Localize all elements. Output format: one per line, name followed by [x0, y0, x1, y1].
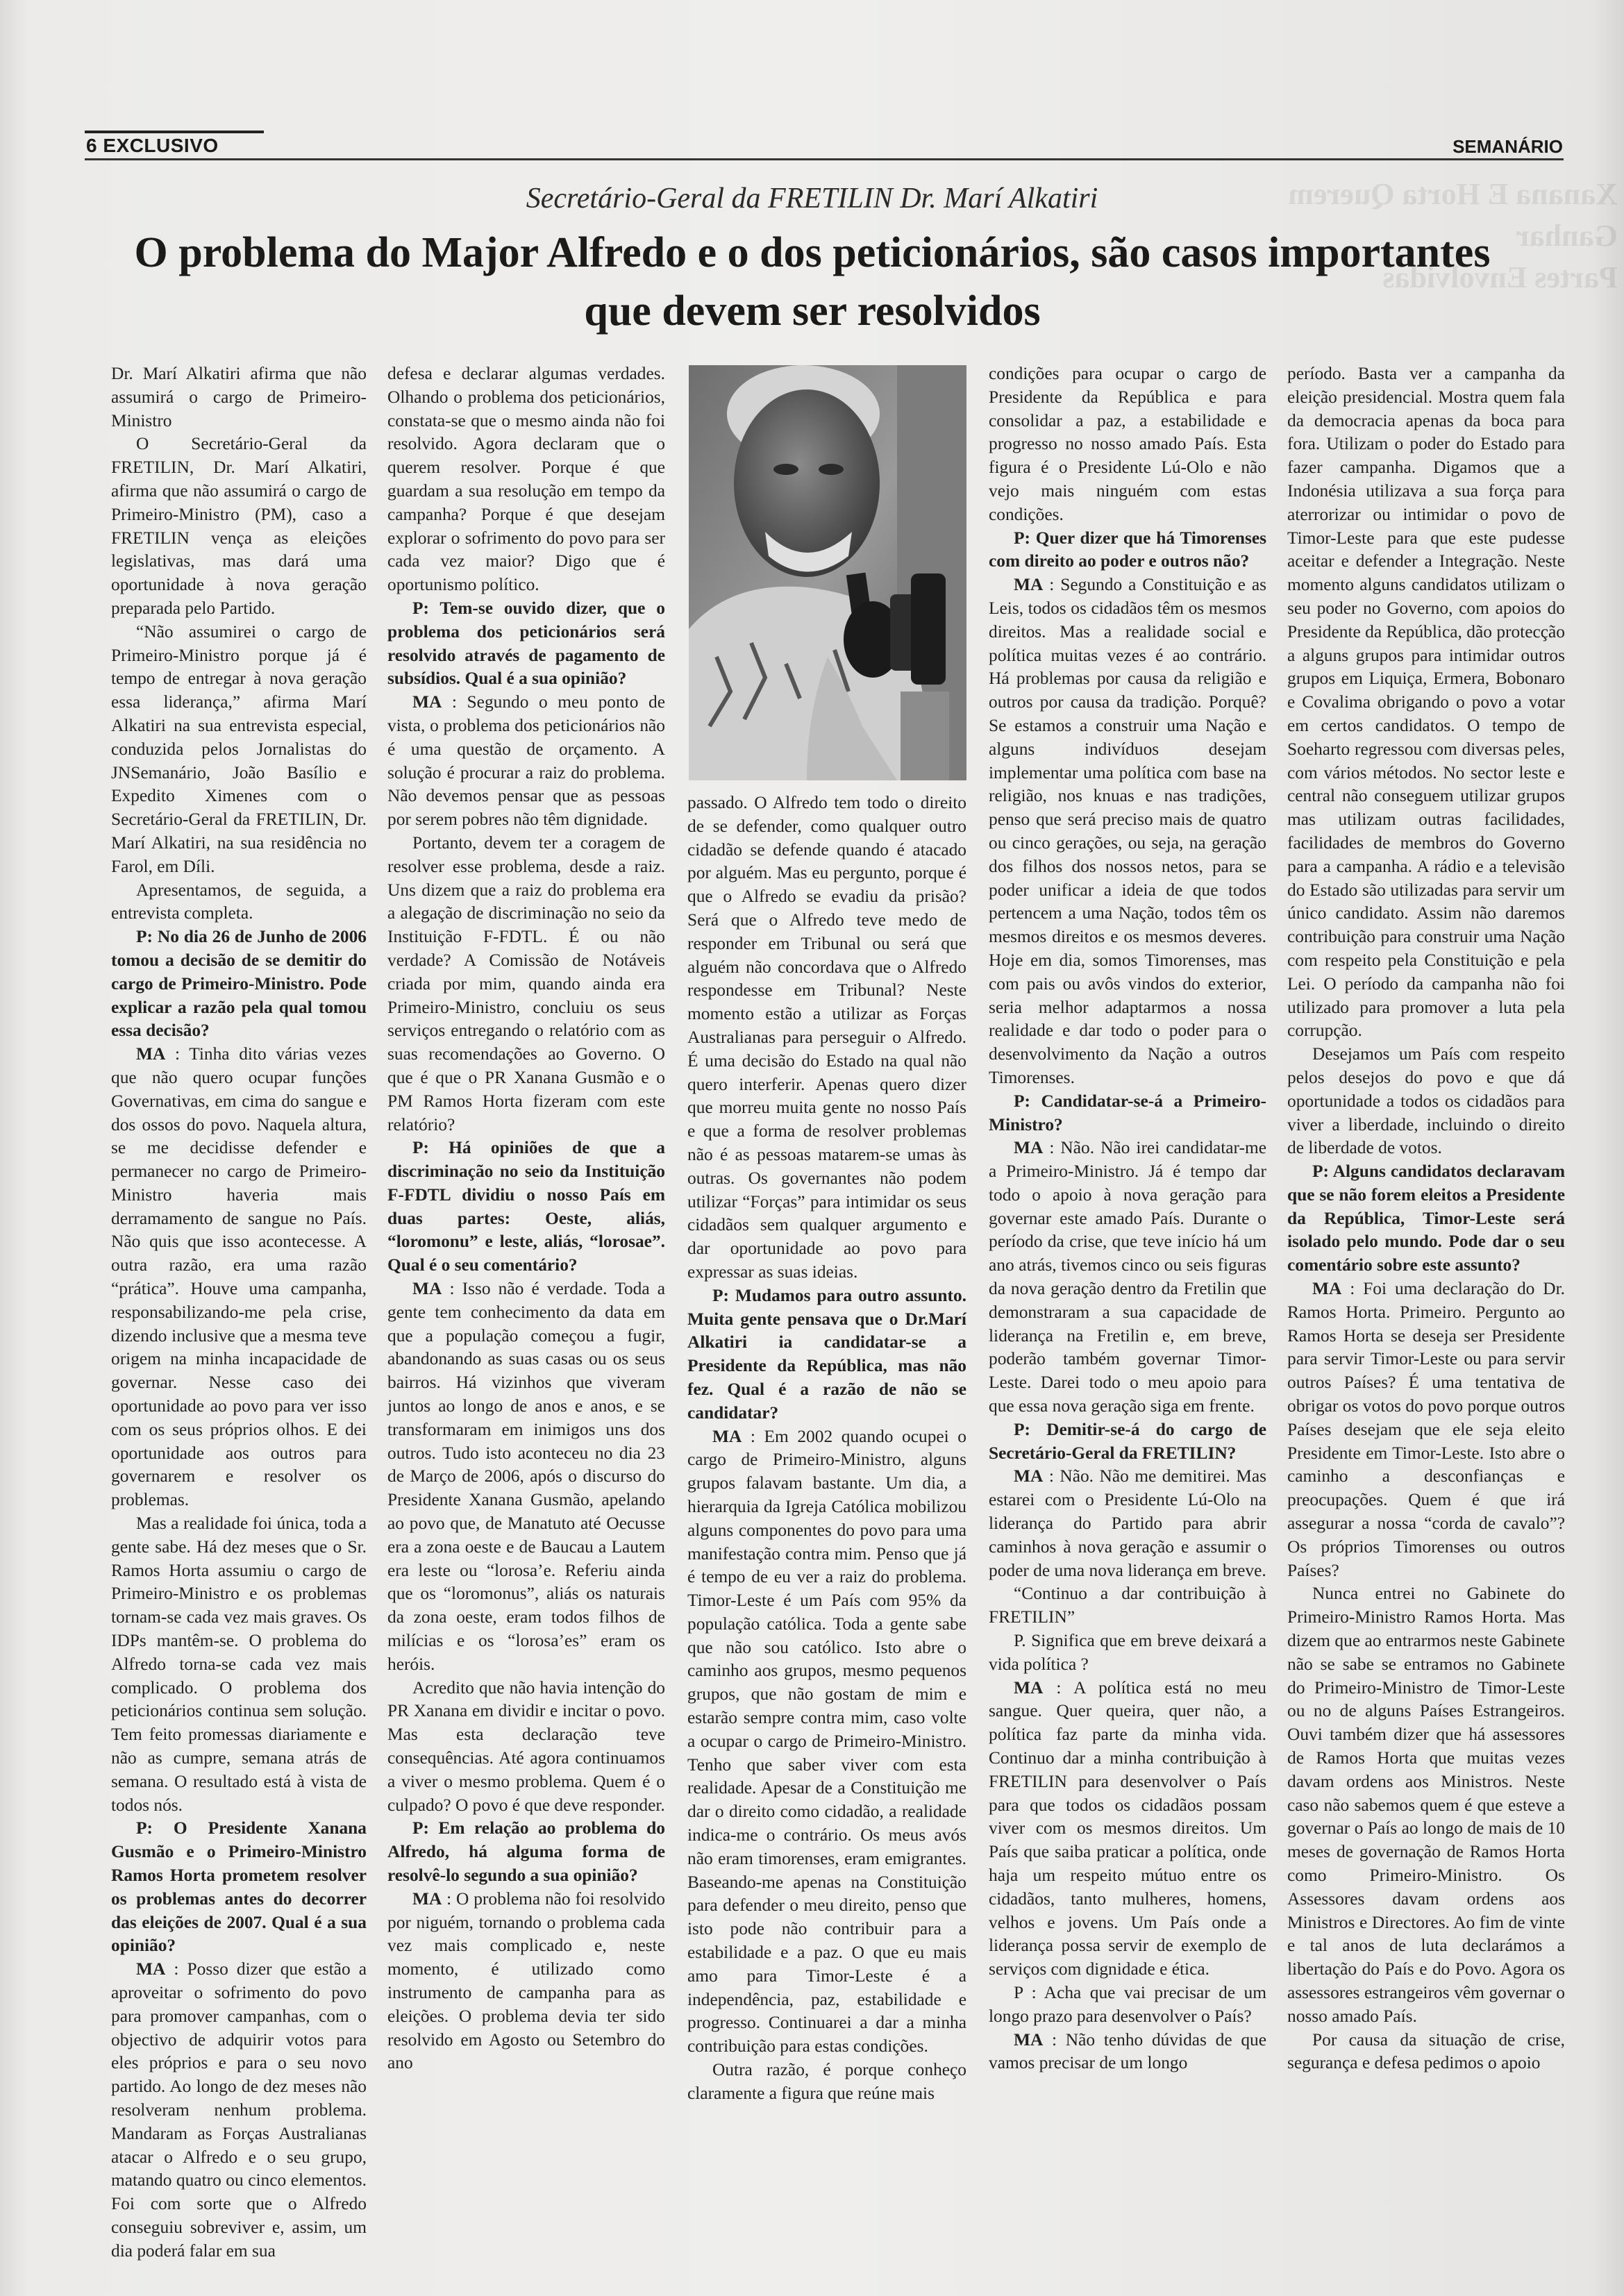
bleed-through-text: Xanana E Horta Querem Ganhar Partes Envolvidas [1288, 177, 1618, 294]
article-column-4 [989, 362, 1266, 2075]
body-paragraph: Nunca entrei no Gabinete do Primeiro-Ministro Ramos Horta. Mas dizem que ao entrarmos neste Gabinete não se sabe se entramos no Gabinete do Primeiro-Ministro de Timor-Leste ou no de alguns Países Estrangeiros. Ouvi também dizer que há assessores de Ramos Horta que muitas vezes davam ordens aos Ministros. Neste caso não sabemos quem é que esteve a governar o País ao longo de mais de 10 meses de governação de Ramos Horta como Primeiro-Ministro. Os Assessores davam ordens aos Ministros e Directores. Ao fim de vinte e tal anos de luta declarámos a libertação do País e do Povo. Agora os assessores estrangeiros vêm governar o nosso amado País. [1287, 1584, 1565, 2026]
answer-text: : Tinha dito várias vezes que não quero ocupar funções Governativas, em cima do sangue e dos ossos do povo. Naquela altura, se me decidisse defender e permanecer no cargo de Primeiro-Ministro haveria mais derramamento de sangue no País. Não quis que isso acontecesse. A outra razão, era uma razão “prática”. Houve uma campanha, responsabilizando-me pela crise, dizendo inclusive que a mesma teve origem na minha incapacidade de governar. Nesse caso dei oportunidade ao povo para ver isso com os seus próprios olhos. E dei oportunidade aos outros para governarem e resolver os problemas. [111, 1044, 367, 1510]
interview-answer [387, 691, 665, 832]
speaker-label: MA [412, 1279, 442, 1299]
body-paragraph: condições para ocupar o cargo de Presidente da República e para consolidar a paz, a estabilidade e progresso no nosso amado País. Esta figura é o Presidente Lú-Olo e não vejo mais ninguém com estas condições. [989, 364, 1266, 524]
interview-question: P: Tem-se ouvido dizer, que o problema dos peticionários será resolvido através de pagamento de subsídios. Qual é a sua opinião? [387, 598, 665, 689]
interview-answer [687, 1425, 966, 2059]
interview-answer [111, 1958, 367, 2263]
lead-paragraph: Dr. Marí Alkatiri afirma que não assumirá o cargo de Primeiro-Ministro [111, 364, 367, 430]
speaker-label: MA [712, 1426, 742, 1446]
speaker-label: MA [412, 692, 442, 712]
article-column-5 [1287, 362, 1565, 2075]
body-paragraph: “Não assumirei o cargo de Primeiro-Ministro porque já é tempo de entregar à nova geração essa liderança,” afirma Marí Alkatiri na sua entrevista especial, conduzida pelos Jornalistas do JNSemanário, João Basílio e Expedito Ximenes com o Secretário-Geral da FRETILIN, Dr. Marí Alkatiri, na sua residência no Farol, em Díli. [111, 621, 367, 876]
speaker-label: MA [136, 1959, 166, 1979]
answer-text: : Foi uma declaração do Dr. Ramos Horta. Primeiro. Pergunto ao Ramos Horta se deseja ser Presidente para servir Timor-Leste ou para servir outros Países? É uma tentativa de obrigar os votos do povo porque outros Países desejam que ele seja eleito Presidente em Timor-Leste. Isto abre o caminho a desconfianças e preocupações. Quem é que irá assegurar a nossa “corda de cavalo”? Os próprios Timorenses ou outros Países? [1287, 1279, 1565, 1580]
article-column-2 [387, 362, 665, 2075]
speaker-label: MA [1014, 1138, 1044, 1158]
interview-answer [989, 1465, 1266, 1582]
interview-question: P: Mudamos para outro assunto. Muita gente pensava que o Dr.Marí Alkatiri ia candidatar-se a Presidente da República, mas não fez. Qual é a razão de não se candidatar? [687, 1285, 966, 1423]
answer-text: : Segundo a Constituição e as Leis, todos os cidadãos têm os mesmos direitos. Mas a realidade social e política muitas vezes é ao contrário. Há problemas por causa da religião e outros por causa da tradição. Porquê? Se estamos a construir uma Nação e alguns indivíduos desejam implementar uma política com base na religião, nos knuas e nas tradições, penso que será preciso mais de quatro ou cinco gerações, ou seja, na geração dos filhos dos nossos netos, para se poder unificar a ideia de que todos pertencem a uma Nação, todos têm os mesmos direitos e os mesmos deveres. Hoje em dia, somos Timorenses, mas com pais ou avôs vindos do exterior, seria melhor adaptarmos a nossa realidade e dar todo o poder para o desenvolvimento da Nação a outros Timorenses. [989, 575, 1266, 1087]
interview-answer [387, 1888, 665, 2075]
interview-answer [111, 1043, 367, 1512]
body-paragraph: Acredito que não havia intenção do PR Xanana em dividir e incitar o povo. Mas esta declaração teve consequências. Até agora continuamos a viver o mesmo problema. Quem é o culpado? O povo é que deve responder. [387, 1677, 665, 1815]
speaker-label: MA [136, 1044, 166, 1064]
answer-text: : Isso não é verdade. Toda a gente tem conhecimento da data em que a população começou a fugir, abandonando as suas casas ou os seus bairros. Há vizinhos que viveram juntos ao longo de anos e anos, e se transformaram em inimigos uns dos outros. Tudo isto aconteceu no dia 23 de Março de 2006, após o discurso do Presidente Xanana Gusmão, apelando ao povo que, de Manatuto até Oecusse era a zona oeste e de Baucau a Lautem era leste ou “lorosa’e. Referiu ainda que os “loromonus”, aliás os naturais da zona oeste, eram todos filhos de milícias e os “lorosa’es” eram os heróis. [387, 1279, 665, 1674]
interview-question: P: No dia 26 de Junho de 2006 tomou a decisão de se demitir do cargo de Primeiro-Ministro. Pode explicar a razão pela qual tomou essa decisão? [111, 927, 367, 1041]
speaker-label: MA [1014, 575, 1044, 595]
article-headline: O problema do Major Alfredo e o dos peticionários, são casos importantes que devem ser resolvidos [134, 229, 1491, 335]
speaker-label: MA [1014, 1466, 1044, 1486]
interview-question: P: Demitir-se-á do cargo de Secretário-Geral da FRETILIN? [989, 1419, 1266, 1463]
speaker-label: MA [1014, 2029, 1044, 2050]
body-paragraph: defesa e declarar algumas verdades. Olhando o problema dos peticionários, constata-se que o mesmo ainda não foi resolvido. Agora declaram que o querem resolver. Porque é que guardam a sua resolução em tempo da campanha? Porque é que desejam explorar o sofrimento do povo para ser cada vez maior? Digo que é oportunismo político. [387, 364, 665, 595]
interview-question: P: Alguns candidatos declaravam que se não forem eleitos a Presidente da República, Timor-Leste será isolado pelo mundo. Pode dar o seu comentário sobre este assunto? [1287, 1162, 1565, 1275]
interview-question: P: Quer dizer que há Timorenses com direito ao poder e outros não? [989, 528, 1266, 571]
body-paragraph: Outra razão, é porque conheço claramente a figura que reúne mais [687, 2060, 966, 2103]
header-rule [85, 158, 1564, 160]
body-paragraph: Apresentamos, de seguida, a entrevista completa. [111, 880, 367, 923]
newspaper-name: SEMANÁRIO [1453, 136, 1563, 157]
body-paragraph: Desejamos um País com respeito pelos desejos do povo e que dá oportunidade a todos os cidadãos para viver a liberdade, incluindo o direito de liberdade de votos. [1287, 1044, 1565, 1158]
speaker-label: MA [412, 1888, 442, 1909]
body-paragraph: Portanto, devem ter a coragem de resolver esse problema, desde a raiz. Uns dizem que a raiz do problema era a alegação de discriminação no seio da Instituição F-FDTL. É ou não verdade? A Comissão de Notáveis criada por mim, quando ainda era Primeiro-Ministro, concluiu os seus serviços entregando o relatório com as suas recomendações ao Governo. O que é que o PR Xanana Gusmão e o PM Ramos Horta fizeram com este relatório? [387, 832, 665, 1134]
answer-text: : Não. Não me demitirei. Mas estarei com o Presidente Lú-Olo na liderança do Partido para abrir caminhos à nova geração e assumir o poder de uma nova liderança em breve. [989, 1466, 1266, 1580]
interview-answer [989, 573, 1266, 1090]
body-paragraph: período. Basta ver a campanha da eleição presidencial. Mostra quem fala da democracia apenas da boca para fora. Utilizam o poder do Estado para fazer campanha. Digamos que a Indonésia utilizava a sua força para aterrorizar ou intimidar o povo de Timor-Leste para que este pudesse aceitar e defender a Integração. Neste momento alguns candidatos utilizam o seu poder no Governo, com apoios do Presidente da República, dão protecção a alguns grupos para intimidar outros grupos em Liquiça, Ermera, Bobonaro e Covalima obrigando o povo a votar em certos candidatos. O tempo de Soeharto regressou com diversas peles, com vários métodos. No sector leste e central não conseguem utilizar grupos mas utilizam outras facilidades, facilidades de membros do Governo para a campanha. A rádio e a televisão do Estado são utilizadas para servir um único candidato. Assim não daremos contribuição para construir uma Nação com respeito pela Constituição e pela Lei. O período da campanha não foi utilizado para promover a luta pela corrupção. [1287, 364, 1565, 1041]
interview-answer [989, 1677, 1266, 1981]
interview-answer [989, 2029, 1266, 2076]
body-paragraph: passado. O Alfredo tem todo o direito de se defender, como qualquer outro cidadão se defende quando é atacado por alguém. Mas eu pergunto, porque é que o Alfredo se evadiu da prisão? Será que o Alfredo teve medo de responder em Tribunal ou será que alguém não concordava que o Alfredo respondesse em Tribunal? Neste momento estão a utilizar as Forças Australianas para perseguir o Alfredo. É uma decisão do Estado na qual não quero interferir. Apenas quero dizer que morreu muita gente no nosso País e que a forma de resolver problemas não é as pessoas matarem-se umas às outras. Os governantes não podem utilizar “Forças” para intimidar os seus cidadãos sem qualquer argumento e dar oportunidade ao povo para expressar as suas ideias. [687, 793, 966, 1282]
answer-text: : O problema não foi resolvido por niguém, tornando o problema cada vez mais complicado e, neste momento, é utilizado como instrumento de campanha para as eleições. O problema devia ter sido resolvido em Agosto ou Setembro do ano [387, 1888, 665, 2073]
article-kicker: Secretário-Geral da FRETILIN Dr. Marí Alkatiri [526, 183, 1098, 215]
answer-text: : Segundo o meu ponto de vista, o problema dos peticionários não é uma questão de orçamento. A solução é procurar a raiz do problema. Não devemos pensar que as pessoas por serem pobres não têm dignidade. [387, 692, 665, 830]
answer-text: : Não tenho dúvidas de que vamos precisar de um longo [989, 2029, 1266, 2073]
body-paragraph: Mas a realidade foi única, toda a gente sabe. Há dez meses que o Sr. Ramos Horta assumiu o cargo de Primeiro-Ministro e os problemas tornam-se cada vez mais graves. Os IDPs mantêm-se. O problema do Alfredo torna-se cada vez mais complicado. O problema dos peticionários continua sem solução. Tem feito promessas diariamente e não as cumpre, semana atrás de semana. O resultado está à vista de todos nós. [111, 1514, 367, 1815]
body-paragraph: Por causa da situação de crise, segurança e defesa pedimos o apoio [1287, 2029, 1565, 2073]
speaker-label: MA [1312, 1279, 1342, 1299]
interview-answer [387, 1277, 665, 1677]
header-top-rule [85, 131, 264, 133]
answer-text: : A política está no meu sangue. Quer queira, quer não, a política faz parte da minha vida. Continuo dar a minha contribuição à FRETILIN para desenvolver o País para que todos os cidadãos possam viver com os mesmos direitos. Um País que saiba praticar a política, onde haja um respeito mútuo entre os cidadãos, tanto mulheres, homens, velhos e jovens. Um País onde a liderança possa servir de exemplo de serviços com dignidade e ética. [989, 1677, 1266, 1979]
interview-question: P: O Presidente Xanana Gusmão e o Primeiro-Ministro Ramos Horta prometem resolver os problemas antes do decorrer das eleições de 2007. Qual é a sua opinião? [111, 1818, 367, 1956]
article-column-3 [687, 791, 966, 2106]
body-paragraph: O Secretário-Geral da FRETILIN, Dr. Marí Alkatiri, afirma que não assumirá o cargo de Primeiro-Ministro (PM), caso a FRETILIN vença as eleições legislativas, mas dará uma oportunidade à nova geração preparada pelo Partido. [111, 434, 367, 618]
interview-answer [1287, 1277, 1565, 1582]
answer-text: : Em 2002 quando ocupei o cargo de Primeiro-Ministro, alguns grupos falavam bastante. Um dia, a hierarquia da Igreja Católica mobilizou alguns componentes do povo para uma manifestação contra mim. Penso que já é tempo de eu ver a raiz do problema. Timor-Leste é um País com 95% da população católica. Toda a gente sabe que não sou católico. Isto abre o caminho aos grupos, mesmo pequenos grupos, que não gostam de mim e estarão sempre contra mim, caso volte a ocupar o cargo de Primeiro-Ministro. Tenho que saber viver com esta realidade. Apesar de a Constituição me dar o direito como cidadão, a realidade indica-me o contrário. Os meus avós não eram timorenses, eram emigrantes. Baseando-me apenas na Constituição para defender o meu direito, penso que isto pode não contribuir para a estabilidade e a paz. O que eu mais amo para Timor-Leste é a independência, paz, estabilidade e progresso. Continuarei a dar a minha contribuição para estas condições. [687, 1426, 966, 2056]
interview-question: P: Candidatar-se-á a Primeiro-Ministro? [989, 1091, 1266, 1134]
interview-question-plain: P : Acha que vai precisar de um longo prazo para desenvolver o País? [989, 1982, 1266, 2026]
body-paragraph: “Continuo a dar contribuição à FRETILIN” [989, 1584, 1266, 1627]
interview-answer [989, 1137, 1266, 1418]
interview-question: P: Em relação ao problema do Alfredo, há alguma forma de resolvê-lo segundo a sua opinião? [387, 1818, 665, 1885]
interview-photo [689, 365, 966, 780]
answer-text: : Não. Não irei candidatar-me a Primeiro-Ministro. Já é tempo dar todo o apoio à nova geração para governar este amado País. Durante o período da crise, que teve início há um ano atrás, tivemos cinco ou seis figuras da nova geração dentro da Fretilin que demonstraram a sua capacidade de liderança na Fretilin e, em breve, poderão também governar Timor-Leste. Darei todo o meu apoio para que essa nova geração siga em frente. [989, 1138, 1266, 1416]
article-column-1 [111, 362, 367, 2263]
answer-text: : Posso dizer que estão a aproveitar o sofrimento do povo para promover campanhas, com o objectivo de adquirir votos para eles próprios e para o seu novo partido. Ao longo de dez meses não resolveram nenhum problema. Mandaram as Forças Australianas atacar o Alfredo e o seu grupo, matando quatro ou cinco elementos. Foi com sorte que o Alfredo conseguiu sobreviver e, assim, um dia poderá falar em sua [111, 1959, 367, 2261]
section-label: 6 EXCLUSIVO [86, 135, 219, 156]
speaker-label: MA [1014, 1677, 1044, 1698]
interview-question: P: Há opiniões de que a discriminação no seio da Instituição F-FDTL dividiu o nosso País em duas partes: Oeste, aliás, “loromonu” e leste, aliás, “lorosae”. Qual é o seu comentário? [387, 1138, 665, 1275]
interview-question-plain: P. Significa que em breve deixará a vida política ? [989, 1631, 1266, 1674]
